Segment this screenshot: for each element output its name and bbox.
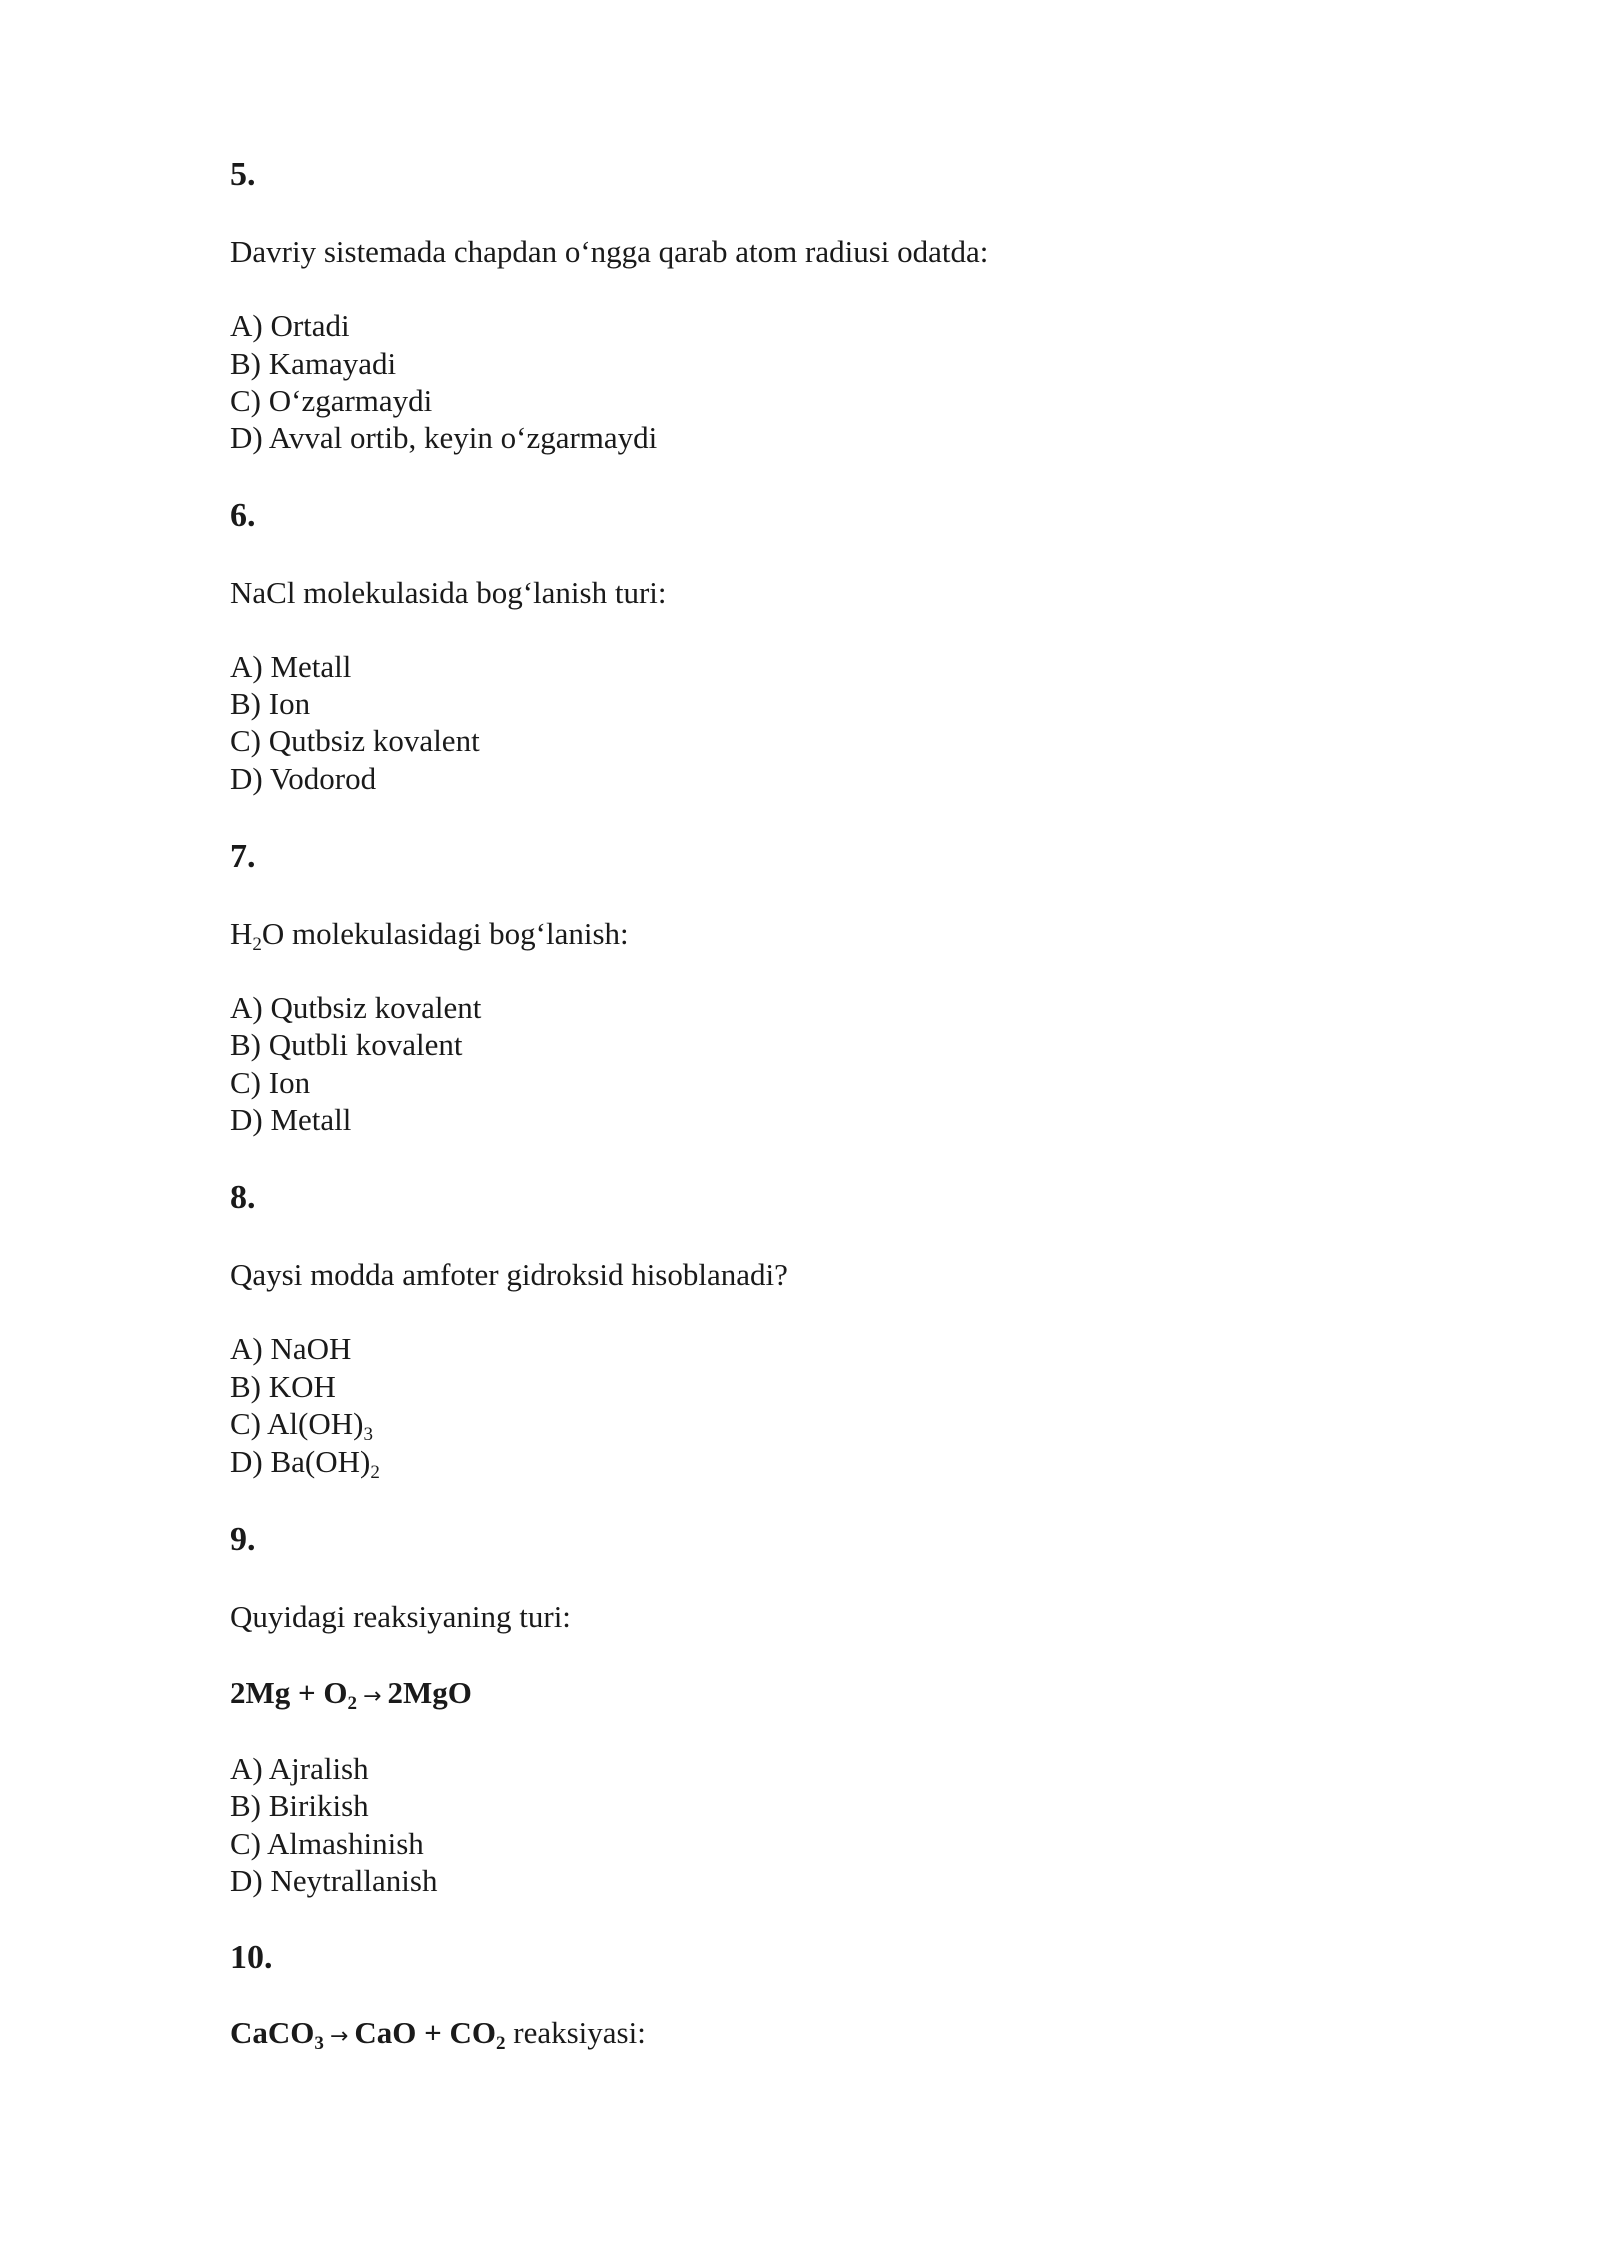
arrow-icon: →	[363, 1684, 382, 1709]
reaction-equation: $2Mg + O_2 \to 2MgO$	[230, 1675, 472, 1714]
formula-subscript: 2	[370, 1462, 380, 1483]
answer-option: A) NaOH	[230, 1331, 352, 1366]
question-number: 5.	[230, 156, 256, 193]
question-number: 9.	[230, 1521, 256, 1558]
answer-option: C) O‘zgarmaydi	[230, 383, 433, 418]
question-text: Davriy sistemada chapdan o‘ngga qarab atom radiusi odatda:	[230, 234, 989, 269]
formula-subscript: 2	[347, 1693, 358, 1714]
question-text: Quyidagi reaksiyaning turi:	[230, 1599, 571, 1634]
question-text: NaCl molekulasida bog‘lanish turi:	[230, 575, 667, 610]
question-text	[230, 915, 629, 953]
reaction-equation: CaCO$_3$ → CaO + $CO_2$ reaksiyasi:	[230, 2015, 646, 2054]
question-text: Qaysi modda amfoter gidroksid hisoblanadi?	[230, 1257, 788, 1292]
answer-option: A) Metall	[230, 649, 352, 684]
question-number: 7.	[230, 838, 256, 875]
answer-option: A) Ortadi	[230, 308, 350, 343]
formula-subscript: 2	[252, 934, 262, 955]
answer-option: D) Metall	[230, 1102, 352, 1137]
answer-option: B) Birikish	[230, 1788, 369, 1823]
formula-subscript: 2	[496, 2033, 506, 2054]
question-text: reaksiyasi:	[505, 2015, 646, 2050]
answer-option: D) Neytrallanish	[230, 1863, 438, 1898]
answer-option: B) KOH	[230, 1369, 336, 1404]
answer-option: C) Ion	[230, 1065, 311, 1100]
question-number: 6.	[230, 497, 256, 534]
answer-option: B) Qutbli kovalent	[230, 1027, 463, 1062]
question-number: 10.	[230, 1939, 273, 1976]
formula-h: H	[230, 916, 253, 951]
arrow-icon: →	[329, 2024, 349, 2049]
formula-subscript: 3	[363, 1424, 373, 1445]
answer-option: C) $Al(OH)_3$	[230, 1406, 373, 1445]
answer-option: B) Kamayadi	[230, 346, 397, 381]
answer-option: D) Vodorod	[230, 761, 377, 796]
question-text-rest: O molekulasidagi bog‘lanish:	[261, 916, 629, 951]
question-number: 8.	[230, 1179, 256, 1216]
answer-option: B) Ion	[230, 686, 311, 721]
answer-option: A) Qutbsiz kovalent	[230, 990, 482, 1025]
answer-option: D) Avval ortib, keyin o‘zgarmaydi	[230, 420, 658, 455]
answer-option: A) Ajralish	[230, 1751, 369, 1786]
answer-option: C) Qutbsiz kovalent	[230, 723, 480, 758]
answer-option: D) $Ba(OH)_2$	[230, 1444, 380, 1483]
formula-subscript: 3	[314, 2033, 324, 2054]
answer-option: C) Almashinish	[230, 1826, 424, 1861]
